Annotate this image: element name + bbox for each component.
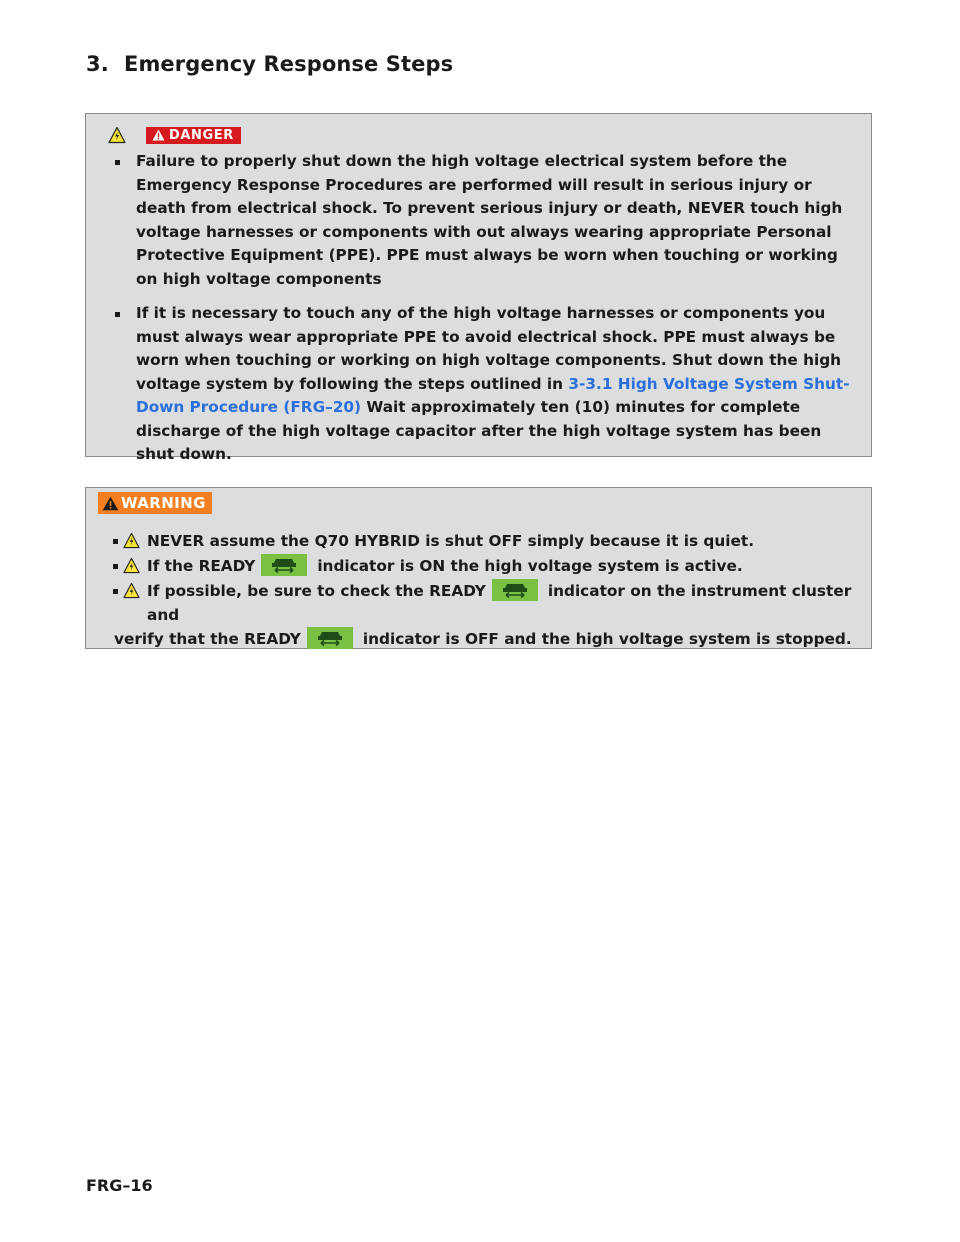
warning-triangle-icon — [102, 496, 119, 511]
warning-item-text: If possible, be sure to check the READY — [147, 582, 486, 600]
high-voltage-warning-icon — [108, 126, 126, 144]
high-voltage-warning-icon — [123, 557, 140, 574]
warning-item — [110, 529, 853, 553]
section-title: Emergency Response Steps — [124, 52, 454, 76]
warning-label: WARNING — [121, 494, 206, 512]
high-voltage-warning-icon — [123, 582, 140, 599]
warning-item — [110, 554, 853, 578]
danger-item-text: Wait approximately ten (10) minutes for complete discharge of the high voltage capacitor after the high voltage system has been shut down. — [136, 398, 822, 463]
warning-triangle-icon — [152, 129, 165, 141]
danger-item — [112, 302, 853, 467]
warning-box — [85, 487, 872, 649]
warning-item-text: If the READY — [147, 557, 256, 575]
ready-indicator-icon — [261, 554, 307, 576]
warning-list — [110, 529, 853, 652]
high-voltage-warning-icon — [123, 532, 140, 549]
warning-item-text: indicator is ON the high voltage system is active. — [317, 557, 743, 575]
warning-item-text: indicator on the instrument cluster and — [147, 582, 852, 624]
warning-item-text: indicator is OFF and the high voltage system is stopped. — [362, 630, 852, 648]
section-number: 3. — [86, 52, 109, 76]
warning-item-text: NEVER assume the Q70 HYBRID is shut OFF simply because it is quiet. — [147, 532, 755, 550]
warning-item-continuation — [114, 627, 853, 651]
danger-item-text: Failure to properly shut down the high voltage electrical system before the Emergency Response Procedures are performed will result in serious injury or death from electrical shock. To prevent serious injury or death, NEVER touch high voltage harnesses or components with out always wearing appropriate Personal Protective Equipment (PPE). PPE must always be worn when touching or working on high voltage components — [136, 152, 843, 288]
danger-box — [85, 113, 872, 463]
warning-item-text: verify that the READY — [114, 630, 301, 648]
page-footer: FRG–16 — [86, 1176, 153, 1195]
danger-label: DANGER — [169, 127, 234, 143]
warning-item — [110, 579, 853, 651]
danger-item-text: If it is necessary to touch any of the high voltage harnesses or components you must always wear appropriate PPE to avoid electrical shock. PPE must always be worn when touching or working on high voltage components. Shut down the high voltage system by following the steps outlined in — [136, 304, 842, 393]
warning-badge — [98, 492, 212, 514]
danger-item — [112, 150, 853, 291]
shutdown-procedure-link[interactable]: 3-3.1 High Voltage System Shut-Down Procedure (FRG–20) — [136, 374, 850, 416]
danger-badge — [146, 127, 241, 144]
ready-indicator-icon — [492, 579, 538, 601]
danger-header — [108, 125, 241, 145]
danger-list — [112, 150, 853, 478]
ready-indicator-icon — [307, 627, 353, 649]
page-title — [86, 52, 453, 76]
